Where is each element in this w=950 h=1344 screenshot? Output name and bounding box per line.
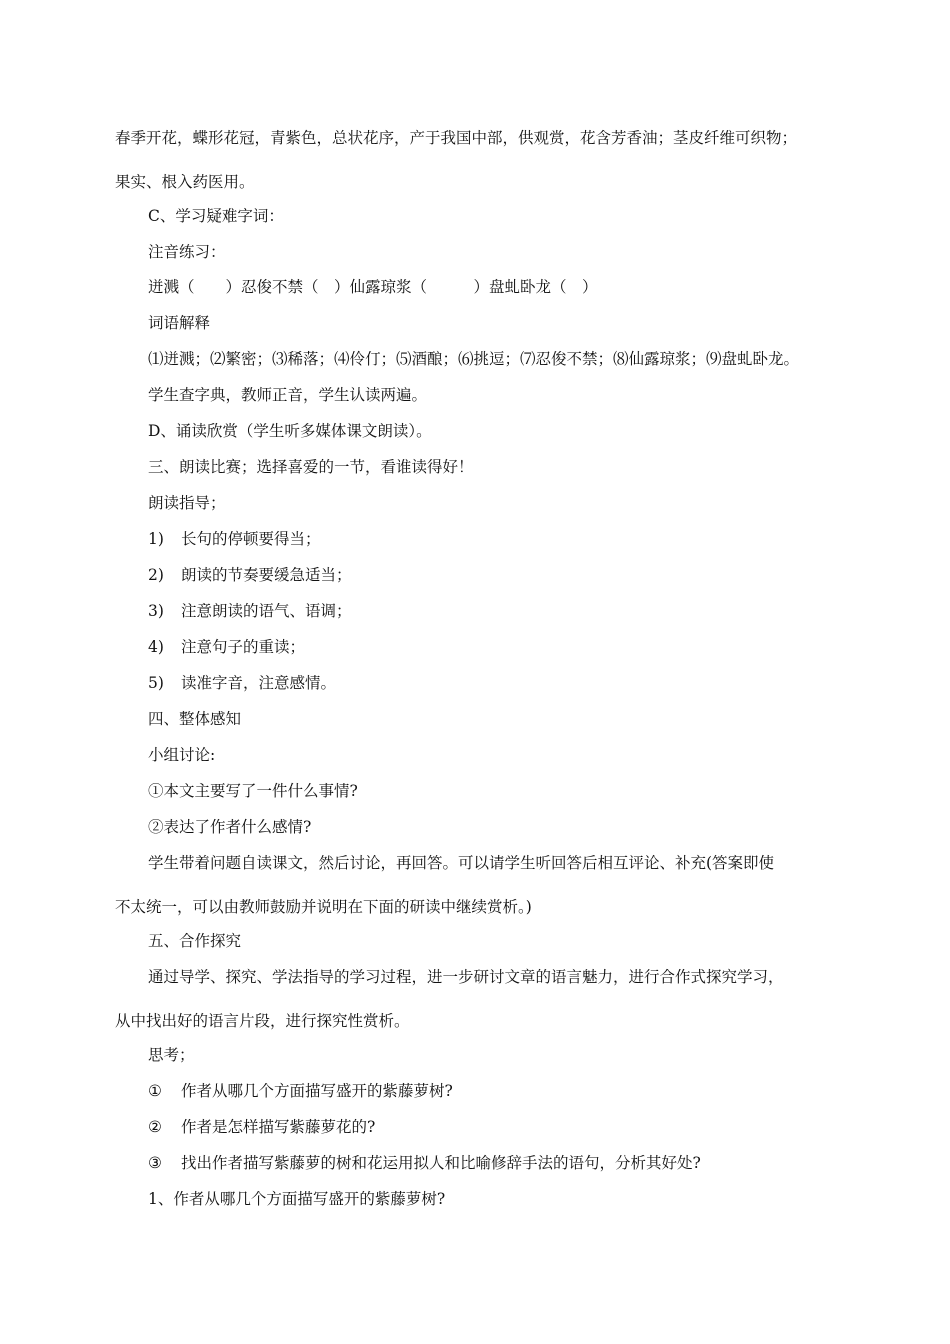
list-number: ② xyxy=(148,1118,162,1136)
paragraph-line: 通过导学、探究、学法指导的学习过程，进一步研讨文章的语言魅力，进行合作式探究学习， xyxy=(148,968,784,986)
list-number: 3) xyxy=(148,602,164,620)
section-heading: 四、整体感知 xyxy=(148,710,242,728)
list-text: 作者是怎样描写紫藤萝花的? xyxy=(181,1118,376,1136)
list-number: 5) xyxy=(148,674,164,692)
list-text: 找出作者描写紫藤萝的树和花运用拟人和比喻修辞手法的语句，分析其好处? xyxy=(181,1154,701,1172)
section-heading: C、学习疑难字词： xyxy=(148,207,284,225)
list-item xyxy=(148,1117,375,1137)
paragraph-line: 学生查字典，教师正音，学生认读两遍。 xyxy=(148,386,428,404)
paragraph-line: 词语解释 xyxy=(148,314,211,332)
paragraph-line: ①本文主要写了一件什么事情? xyxy=(148,782,358,800)
list-item xyxy=(148,673,336,693)
list-item xyxy=(148,1153,701,1173)
section-heading: 三、朗读比赛；选择喜爱的一节，看谁读得好！ xyxy=(148,458,474,476)
list-item xyxy=(148,1081,453,1101)
list-text: 朗读的节奏要缓急适当； xyxy=(181,566,352,584)
paragraph-line: 注音练习： xyxy=(148,243,226,261)
paragraph-line: ②表达了作者什么感情? xyxy=(148,818,312,836)
paragraph-line: 不太统一，可以由教师鼓励并说明在下面的研读中继续赏析。) xyxy=(115,898,532,916)
list-text: 注意句子的重读； xyxy=(181,638,306,656)
paragraph-line: 学生带着问题自读课文，然后讨论，再回答。可以请学生听回答后相互评论、补充(答案即使 xyxy=(148,854,775,872)
paragraph-line: 迸溅（ ）忍俊不禁（ ）仙露琼浆（ ）盘虬卧龙（ ） xyxy=(148,278,598,296)
list-text: 长句的停顿要得当； xyxy=(181,530,321,548)
paragraph-line: ⑴迸溅；⑵繁密；⑶稀落；⑷伶仃；⑸酒酿；⑹挑逗；⑺忍俊不禁；⑻仙露琼浆；⑼盘虬卧龙。 xyxy=(148,350,800,368)
paragraph-line: 思考； xyxy=(148,1046,195,1064)
paragraph-line: 果实、根入药医用。 xyxy=(115,173,255,191)
list-item xyxy=(148,565,352,585)
list-number: 4) xyxy=(148,638,164,656)
list-item xyxy=(148,637,305,657)
list-item xyxy=(148,529,321,549)
list-text: 读准字音，注意感情。 xyxy=(181,674,337,692)
section-heading: 五、合作探究 xyxy=(148,932,242,950)
list-number: ① xyxy=(148,1082,162,1100)
paragraph-line: 朗读指导； xyxy=(148,494,226,512)
list-text: 注意朗读的语气、语调； xyxy=(181,602,352,620)
list-text: 作者从哪几个方面描写盛开的紫藤萝树? xyxy=(181,1082,453,1100)
paragraph-line: 小组讨论: xyxy=(148,746,216,764)
paragraph-line: 从中找出好的语言片段，进行探究性赏析。 xyxy=(115,1012,410,1030)
list-item xyxy=(148,601,352,621)
list-number: ③ xyxy=(148,1154,162,1172)
list-number: 2) xyxy=(148,566,164,584)
section-heading: D、诵读欣赏（学生听多媒体课文朗读）。 xyxy=(148,422,432,440)
paragraph-line: 1、作者从哪几个方面描写盛开的紫藤萝树? xyxy=(148,1190,446,1208)
paragraph-line: 春季开花，蝶形花冠，青紫色，总状花序，产于我国中部，供观赏，花含芳香油；茎皮纤维可织物； xyxy=(115,129,798,147)
list-number: 1) xyxy=(148,530,164,548)
